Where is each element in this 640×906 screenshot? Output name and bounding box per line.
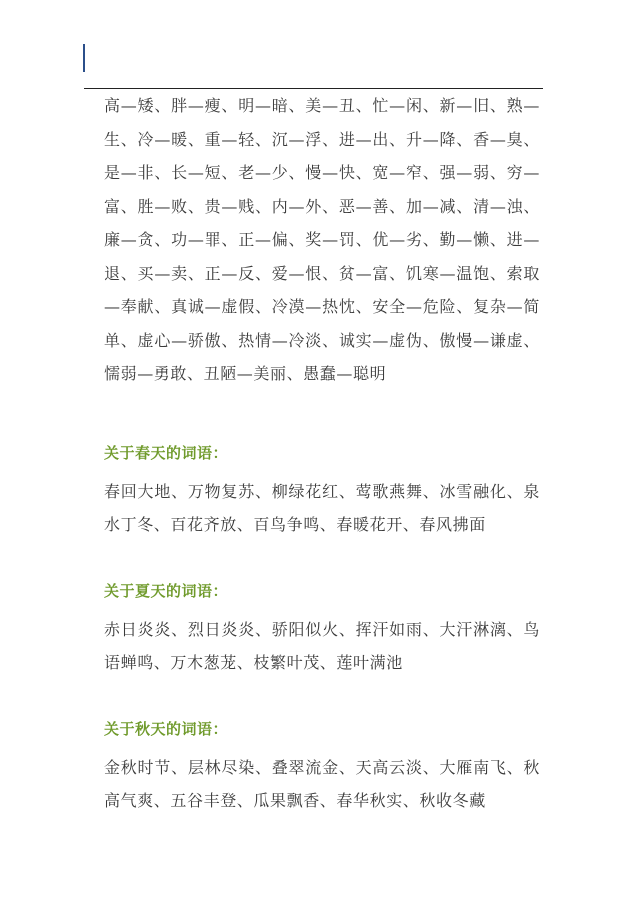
- spring-word-list: 春回大地、万物复苏、柳绿花红、莺歌燕舞、冰雪融化、泉水丁冬、百花齐放、百鸟争鸣、春暖花开、春风拂面: [104, 481, 540, 534]
- autumn-section: [104, 713, 540, 818]
- header-accent-bar: [83, 44, 85, 72]
- summer-heading: 关于夏天的词语：: [104, 581, 229, 600]
- spring-section: [104, 437, 540, 542]
- autumn-word-list: 金秋时节、层林尽染、叠翠流金、天高云淡、大雁南飞、秋高气爽、五谷丰登、瓜果飘香、春华秋实、秋收冬藏: [104, 757, 540, 810]
- spring-heading: 关于春天的词语：: [104, 443, 229, 462]
- autumn-heading: 关于秋天的词语：: [104, 719, 229, 738]
- document-body: [104, 89, 540, 818]
- summer-section: [104, 575, 540, 680]
- summer-word-list: 赤日炎炎、烈日炎炎、骄阳似火、挥汗如雨、大汗淋漓、鸟语蝉鸣、万木葱茏、枝繁叶茂、莲叶满池: [104, 619, 540, 672]
- antonym-list: 高—矮、胖—瘦、明—暗、美—丑、忙—闲、新—旧、熟—生、冷—暖、重—轻、沉—浮、进—出、升—降、香—臭、是—非、长—短、老—少、慢—快、宽—窄、强—弱、穷—富、胜—败、贵—贱、内—外、恶—善、加—减、清—浊、廉—贪、功—罪、正—偏、奖—罚、优—劣、勤—懒、进—退、买—卖、正—反、爱—恨、贫—富、饥寒—温饱、索取—奉献、真诚—虚假、冷漠—热忱、安全—危险、复杂—简单、虚心—骄傲、热情—冷淡、诚实—虚伪、傲慢—谦虚、懦弱—勇敢、丑陋—美丽、愚蠢—聪明: [104, 96, 540, 383]
